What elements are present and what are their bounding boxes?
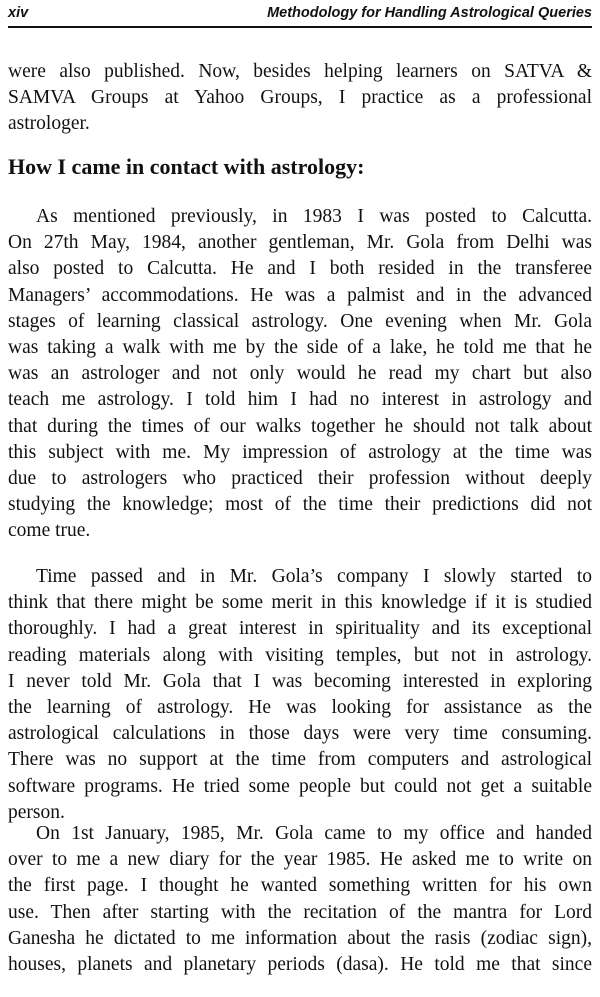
text-line: Managers’ accommodations. He was a palmist and in the advanced: [8, 284, 592, 306]
text-line: use. Then after starting with the recitation of the mantra for Lord: [8, 901, 592, 923]
text-line: There was no support at the time from computers and astrological: [8, 749, 592, 771]
text-line: I never told Mr. Gola that I was becoming interested in exploring: [8, 670, 592, 692]
text-line: astrologer.: [8, 113, 90, 135]
text-line: this subject with me. My impression of astrology at the time was: [8, 441, 592, 463]
paragraph-1: [8, 59, 592, 138]
paragraph-3: [8, 564, 592, 826]
text-line: due to astrologers who practiced their profession without deeply: [8, 467, 592, 489]
text-line: the first page. I thought he wanted something written for his own: [8, 875, 592, 897]
text-line: that during the times of our walks together he should not talk about: [8, 415, 592, 437]
text-line: On 27th May, 1984, another gentleman, Mr. Gola from Delhi was: [8, 232, 592, 254]
text-line: software programs. He tried some people but could not get a suitable: [8, 775, 592, 797]
text-line: was taking a walk with me by the side of a lake, he told me that he: [8, 336, 592, 358]
text-line: was an astrologer and not only would he read my chart but also: [8, 363, 592, 385]
text-line: also posted to Calcutta. He and I both resided in the transferee: [8, 258, 592, 280]
text-line: On 1st January, 1985, Mr. Gola came to my office and handed: [36, 823, 592, 844]
text-line: stages of learning classical astrology. One evening when Mr. Gola: [8, 310, 592, 332]
text-line: over to me a new diary for the year 1985. He asked me to write on: [8, 849, 592, 871]
page-number: xiv: [8, 5, 29, 21]
running-title: Methodology for Handling Astrological Queries: [267, 5, 592, 21]
text-line: reading materials along with visiting temples, but not in astrology.: [8, 644, 592, 666]
text-line: studying the knowledge; most of the time their predictions did not: [8, 494, 592, 516]
paragraph-2: [8, 204, 592, 544]
text-line: thoroughly. I had a great interest in spirituality and its exceptional: [8, 618, 592, 640]
text-line: teach me astrology. I told him I had no interest in astrology and: [8, 389, 592, 411]
text-line: Ganesha he dictated to me information about the rasis (zodiac sign),: [8, 927, 592, 949]
text-line: come true.: [8, 520, 91, 542]
text-line: astrological calculations in those days were very time consuming.: [8, 723, 592, 745]
running-header: [8, 2, 592, 28]
text-line: think that there might be some merit in this knowledge if it is studied: [8, 592, 592, 614]
section-heading: How I came in contact with astrology:: [8, 154, 365, 179]
text-line: SAMVA Groups at Yahoo Groups, I practice as a professional: [8, 87, 592, 109]
text-line: the learning of astrology. He was looking for assistance as the: [8, 696, 592, 718]
text-line: Time passed and in Mr. Gola’s company I slowly started to: [36, 566, 592, 587]
text-line: As mentioned previously, in 1983 I was posted to Calcutta.: [36, 206, 592, 227]
text-line: houses, planets and planetary periods (dasa). He told me that since: [8, 953, 592, 975]
text-line: were also published. Now, besides helping learners on SATVA &: [8, 61, 592, 82]
paragraph-4: [8, 821, 592, 978]
text-line: person.: [8, 801, 65, 823]
